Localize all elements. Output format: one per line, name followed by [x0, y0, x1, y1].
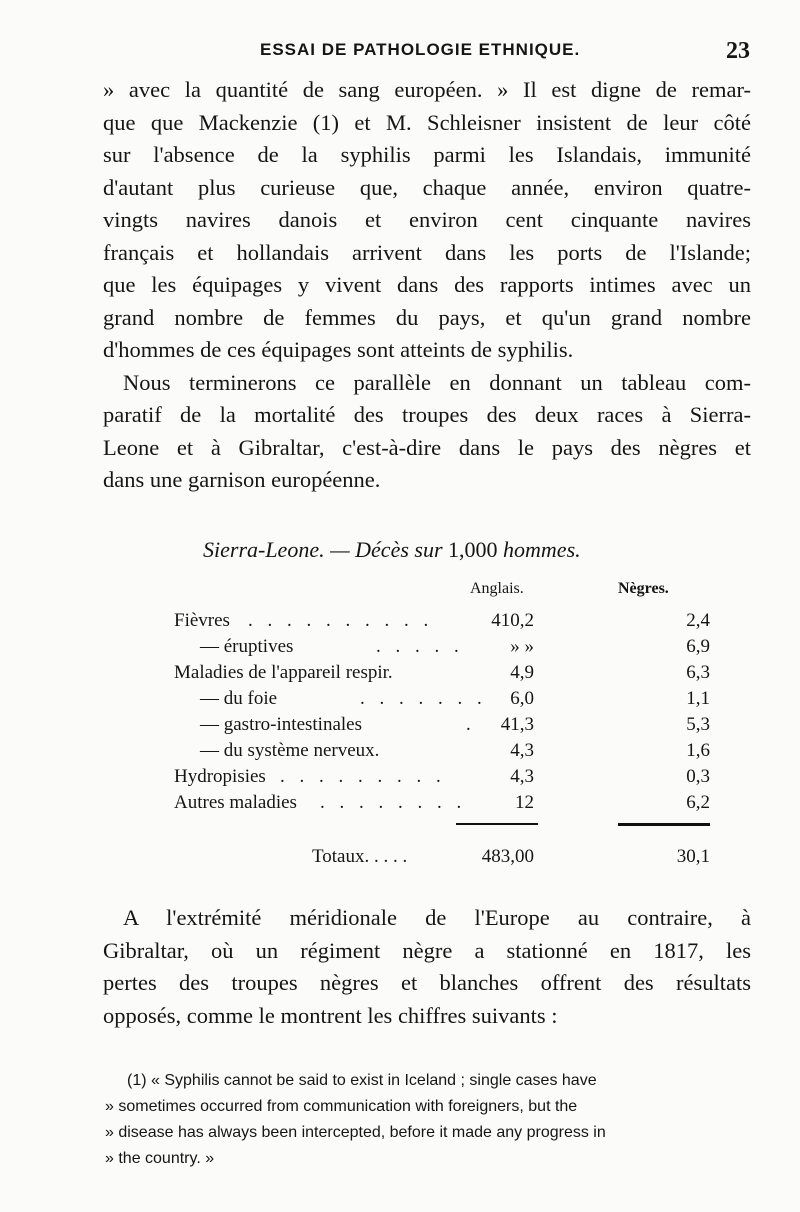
- paragraph-line: pertes des troupes nègres et blanches offrent des résultats: [103, 970, 751, 995]
- table-row: [170, 766, 710, 792]
- table-row: [170, 792, 710, 818]
- total-value-anglais: 483,00: [481, 846, 534, 867]
- paragraph-line: que que Mackenzie (1) et M. Schleisner insistent de leur côté: [103, 109, 751, 135]
- footnote: [105, 1068, 752, 1172]
- paragraph-line: français et hollandais arrivent dans les ports de l'Islande;: [103, 239, 751, 265]
- running-head: [100, 38, 750, 68]
- row-label: Fièvres: [174, 610, 230, 631]
- paragraph-line: sur l'absence de la syphilis parmi les Islandais, immunité: [103, 142, 751, 167]
- paragraph-line: d'autant plus curieuse que, chaque année, environ quatre-: [103, 174, 751, 200]
- paragraph-line: que les équipages y vivent dans des rapports intimes avec un: [103, 272, 751, 297]
- row-value-negres: 6,3: [686, 662, 710, 683]
- table-title: [203, 537, 581, 563]
- row-value-anglais: 4,3: [510, 740, 534, 761]
- total-rule-anglais: [456, 823, 538, 825]
- table-row: [170, 610, 710, 636]
- total-value-negres: 30,1: [676, 846, 710, 867]
- row-value-anglais: 410,2: [491, 610, 534, 631]
- paragraph-line: dans une garnison européenne.: [103, 467, 381, 492]
- footnote-line: » disease has always been intercepted, before it made any progress in: [105, 1124, 606, 1141]
- table-row: [170, 740, 710, 766]
- row-dots: . . . . . . . . .: [280, 766, 446, 787]
- footnote-line: » sometimes occurred from communication with foreigners, but the: [105, 1098, 578, 1115]
- paragraph-line: Nous terminerons ce parallèle en donnant un tableau com-: [123, 369, 751, 395]
- total-rule-negres: [618, 823, 710, 826]
- table-total-row: [170, 846, 710, 872]
- paragraph-line: Gibraltar, où un régiment nègre a stationné en 1817, les: [103, 937, 751, 963]
- row-label: Hydropisies: [174, 766, 266, 787]
- row-value-anglais: 41,3: [500, 714, 534, 735]
- row-dots: .: [466, 714, 476, 735]
- row-value-anglais: 6,0: [510, 688, 534, 709]
- table-row: [170, 688, 710, 714]
- row-dots: . . . . .: [376, 636, 464, 657]
- running-title: ESSAI DE PATHOLOGIE ETHNIQUE.: [260, 40, 581, 59]
- page-number: 23: [726, 38, 750, 64]
- row-dots: . . . . . . . . . .: [248, 610, 434, 631]
- row-value-negres: 1,1: [686, 688, 710, 709]
- row-label: — gastro-intestinales: [200, 714, 362, 735]
- row-value-anglais: 4,9: [510, 662, 534, 683]
- paragraph-line: » avec la quantité de sang européen. » Il est digne de remar-: [103, 77, 751, 102]
- table-title-end: hommes.: [497, 537, 581, 562]
- body-text-top: [103, 74, 751, 497]
- table-row: [170, 636, 710, 662]
- body-text-bottom: [103, 902, 751, 1032]
- table-row: [170, 714, 710, 740]
- row-value-anglais: » »: [510, 636, 534, 657]
- footnote-line: » the country. »: [105, 1150, 215, 1167]
- row-label: — du foie: [200, 688, 278, 709]
- paragraph-line: vingts navires danois et environ cent cinquante navires: [103, 207, 751, 232]
- footnote-line: (1) « Syphilis cannot be said to exist in Iceland ; single cases have: [127, 1072, 597, 1089]
- row-value-anglais: 4,3: [510, 766, 534, 787]
- column-header-anglais: Anglais.: [470, 580, 524, 597]
- paragraph-line: grand nombre de femmes du pays, et qu'un grand nombre: [103, 304, 751, 330]
- column-header-negres: Nègres.: [618, 580, 669, 597]
- row-label: — du système nerveux.: [200, 740, 380, 761]
- paragraph-line: A l'extrémité méridionale de l'Europe au contraire, à: [123, 905, 751, 930]
- row-value-negres: 6,2: [686, 792, 710, 813]
- row-dots: . . . . . . .: [360, 688, 487, 709]
- row-label: Autres maladies: [174, 792, 297, 813]
- row-value-negres: 1,6: [686, 740, 710, 761]
- row-dots: . . . . . . . .: [320, 792, 467, 813]
- row-value-negres: 6,9: [686, 636, 710, 657]
- paragraph-line: paratif de la mortalité des troupes des deux races à Sierra-: [103, 402, 751, 427]
- table-title-text: Sierra-Leone. — Décès sur: [203, 537, 449, 562]
- table-title-number: 1,000: [448, 537, 498, 562]
- row-label: — éruptives: [200, 636, 294, 657]
- paragraph-line: Leone et à Gibraltar, c'est-à-dire dans le pays des nègres et: [103, 434, 751, 460]
- row-value-negres: 0,3: [686, 766, 710, 787]
- paragraph-line: d'hommes de ces équipages sont atteints de syphilis.: [103, 337, 574, 362]
- total-label: Totaux. . . . .: [312, 846, 408, 867]
- row-value-negres: 2,4: [686, 610, 710, 631]
- row-value-anglais: 12: [515, 792, 534, 813]
- table-row: [170, 662, 710, 688]
- paragraph-line: opposés, comme le montrent les chiffres suivants :: [103, 1002, 558, 1028]
- row-label: Maladies de l'appareil respir.: [174, 662, 393, 683]
- row-value-negres: 5,3: [686, 714, 710, 735]
